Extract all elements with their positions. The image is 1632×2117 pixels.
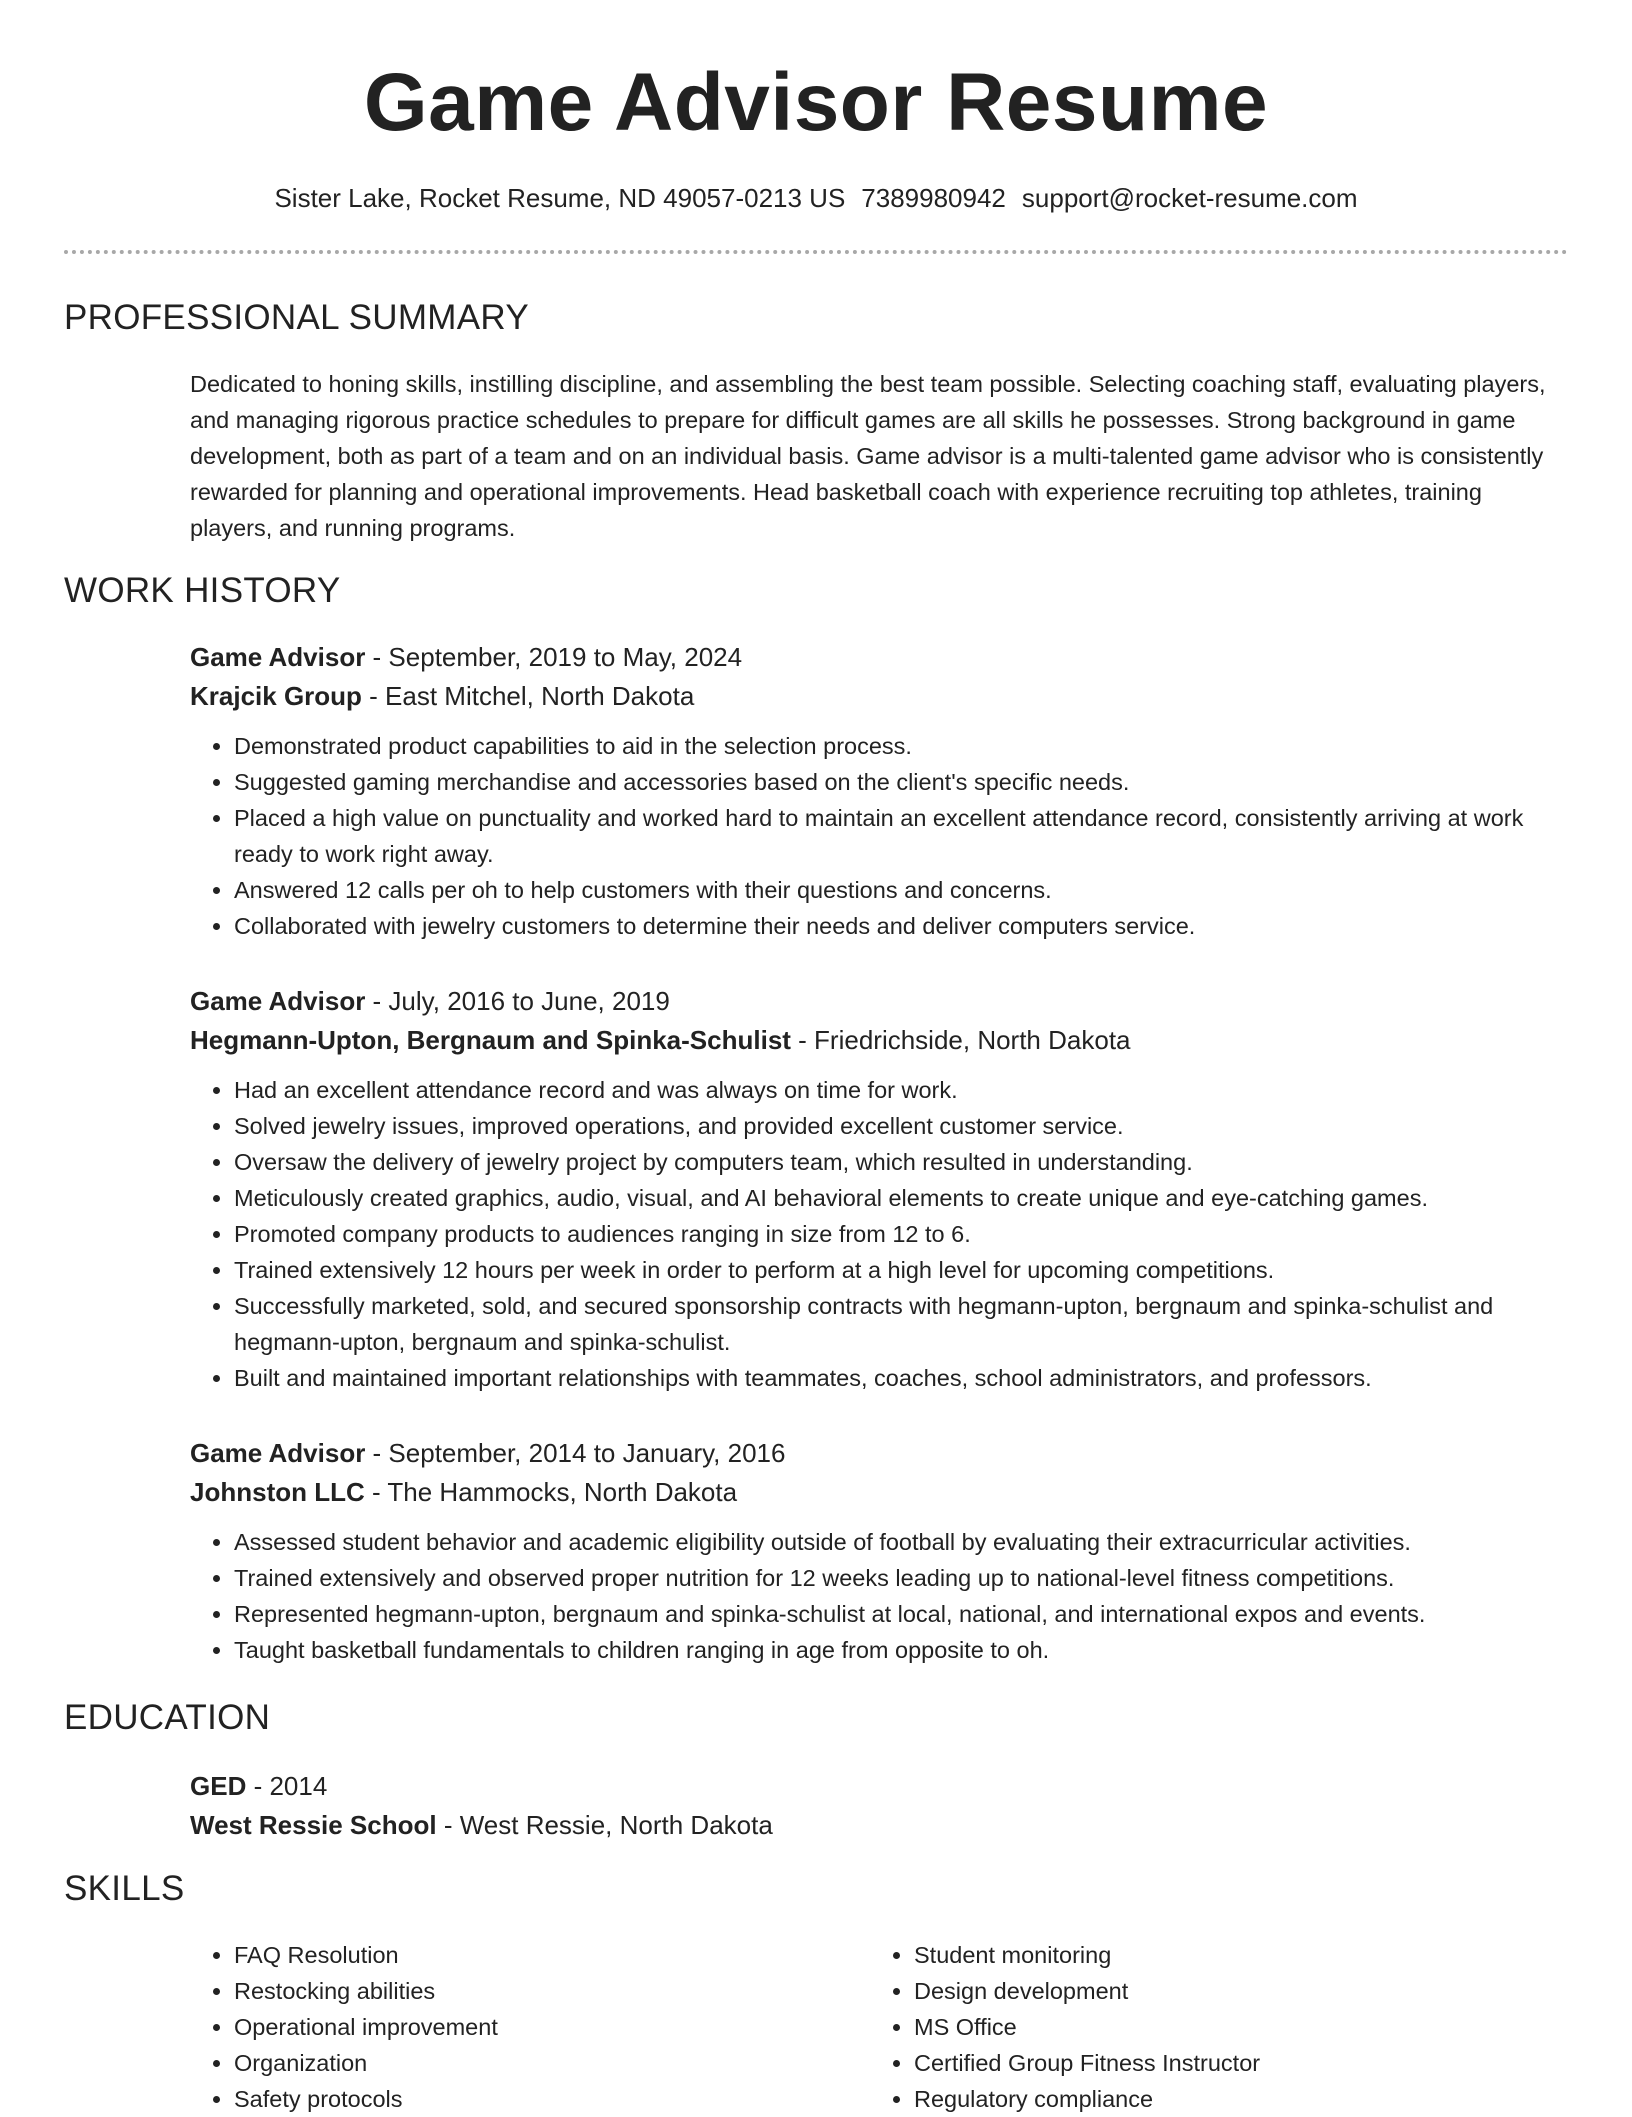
header-divider [64,250,1568,254]
list-item: • Assessed student behavior and academic eligibility outside of football by evaluating their extracurricular activities. [234,1524,1570,1560]
job-bullets [190,1072,1570,1396]
job-dates: - September, 2019 to May, 2024 [365,642,743,672]
job-location: - Friedrichside, North Dakota [790,1025,1131,1055]
degree: GED [190,1771,247,1801]
list-item: • Placed a high value on punctuality and worked hard to maintain an excellent attendance record, consistently arriving at work ready to work right away. [234,800,1570,872]
list-item: • Restocking abilities [234,1973,914,2009]
list-item: • Oversaw the delivery of jewelry project by computers team, which resulted in understanding. [234,1144,1570,1180]
contact-line [0,183,1632,214]
list-item: • Student monitoring [914,1937,1594,1973]
job-dates: - September, 2014 to January, 2016 [365,1438,786,1468]
degree-line [190,1767,1570,1806]
job-entry-3 [190,1434,1570,1668]
summary-text: Dedicated to honing skills, instilling discipline, and assembling the best team possible. Selecting coaching staff, evaluating players, and managing rigorous practice schedules to prepare for difficult games are all skills he possesses. Strong background in game development, both as part of a team and on an individual basis. Game advisor is a multi-talented game advisor who is consistently rewarded for planning and operational improvements. Head basketball coach with experience recruiting top athletes, training players, and running programs. [190,371,1546,541]
job-company: Hegmann-Upton, Bergnaum and Spinka-Schulist [190,1025,791,1055]
school-name: West Ressie School [190,1810,437,1840]
degree-year: - 2014 [246,1771,328,1801]
summary-heading: PROFESSIONAL SUMMARY [64,298,529,337]
job-company: Krajcik Group [190,681,362,711]
resume-title: Game Advisor Resume [363,57,1269,148]
job-location: - The Hammocks, North Dakota [364,1477,738,1507]
job-bullets [190,728,1570,944]
list-item: • Built and maintained important relationships with teammates, coaches, school administrators, and professors. [234,1360,1570,1396]
job-dates: - July, 2016 to June, 2019 [365,986,670,1016]
list-item: • Meticulously created graphics, audio, visual, and AI behavioral elements to create unique and eye-catching games. [234,1180,1570,1216]
skills-list [190,1937,1570,2117]
list-item: • Trained extensively and observed proper nutrition for 12 weeks leading up to national-level fitness competitions. [234,1560,1570,1596]
school-location: - West Ressie, North Dakota [436,1810,773,1840]
list-item: • Suggested gaming merchandise and accessories based on the client's specific needs. [234,764,1570,800]
job-company-line [190,1473,1570,1512]
job-title-line [190,638,1570,677]
job-company: Johnston LLC [190,1477,365,1507]
school-line [190,1806,1570,1845]
list-item: • Promoted company products to audiences ranging in size from 12 to 6. [234,1216,1570,1252]
job-location: - East Mitchel, North Dakota [361,681,695,711]
education-entry [190,1767,1570,1845]
list-item: • Taught basketball fundamentals to children ranging in age from opposite to oh. [234,1632,1570,1668]
job-company-line [190,677,1570,716]
list-item: • Certified Group Fitness Instructor [914,2045,1594,2081]
list-item: • Solved jewelry issues, improved operations, and provided excellent customer service. [234,1108,1570,1144]
job-entry-1 [190,638,1570,944]
job-company-line [190,1021,1570,1060]
contact-email: support@rocket-resume.com [1021,183,1358,213]
skills-heading: SKILLS [64,1869,185,1908]
list-item: • Collaborated with jewelry customers to determine their needs and deliver computers service. [234,908,1570,944]
education-heading: EDUCATION [64,1698,271,1737]
list-item: • Had an excellent attendance record and was always on time for work. [234,1072,1570,1108]
list-item: • Design development [914,1973,1594,2009]
list-item: • FAQ Resolution [234,1937,914,1973]
contact-phone: 7389980942 [861,183,1006,213]
contact-address: Sister Lake, Rocket Resume, ND 49057-0213 US [274,183,846,213]
job-title-line [190,1434,1570,1473]
list-item: • Operational improvement [234,2009,914,2045]
work-history-heading: WORK HISTORY [64,571,341,610]
list-item: • Demonstrated product capabilities to aid in the selection process. [234,728,1570,764]
list-item: • Trained extensively 12 hours per week in order to perform at a high level for upcoming competitions. [234,1252,1570,1288]
job-title: Game Advisor [190,1438,366,1468]
job-title-line [190,982,1570,1021]
job-title: Game Advisor [190,986,366,1016]
list-item: • Successfully marketed, sold, and secured sponsorship contracts with hegmann-upton, bergnaum and spinka-schulist and hegmann-upton, bergnaum and spinka-schulist. [234,1288,1570,1360]
list-item: • Safety protocols [234,2081,914,2117]
list-item: • Answered 12 calls per oh to help customers with their questions and concerns. [234,872,1570,908]
list-item: • Regulatory compliance [914,2081,1594,2117]
job-bullets [190,1524,1570,1668]
job-title: Game Advisor [190,642,366,672]
list-item: • MS Office [914,2009,1594,2045]
list-item: • Organization [234,2045,914,2081]
list-item: • Represented hegmann-upton, bergnaum and spinka-schulist at local, national, and international expos and events. [234,1596,1570,1632]
job-entry-2 [190,982,1570,1396]
